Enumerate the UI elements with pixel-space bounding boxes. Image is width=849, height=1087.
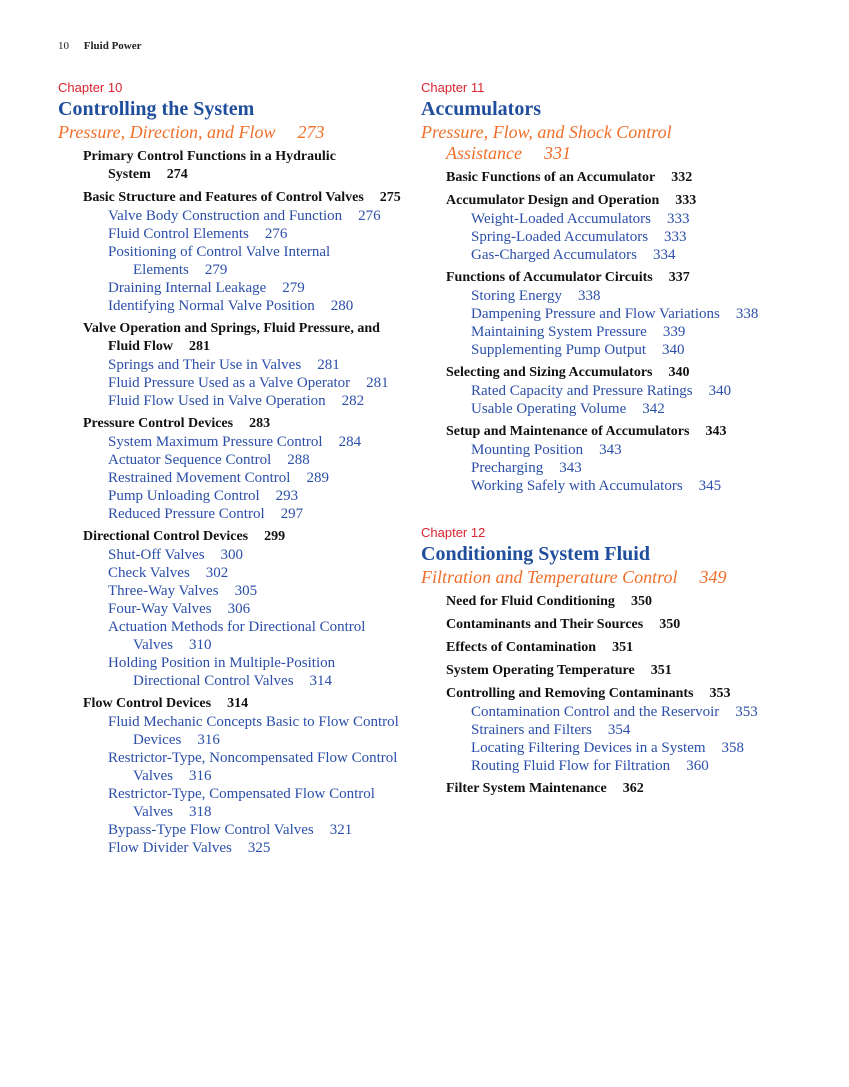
toc-section-title: Basic Structure and Features of Control Valves	[83, 190, 364, 205]
toc-subsection-page: 333	[667, 211, 690, 227]
toc-subsection-page: 318	[189, 804, 212, 820]
toc-section[interactable]	[446, 192, 761, 210]
toc-subsection[interactable]	[108, 654, 403, 690]
toc-section[interactable]	[446, 269, 761, 287]
toc-section[interactable]	[446, 616, 761, 634]
toc-subsection[interactable]	[108, 297, 403, 315]
toc-subsection[interactable]	[471, 757, 761, 775]
toc-subsection[interactable]	[471, 459, 761, 477]
toc-section-page: 299	[264, 529, 286, 544]
toc-subsection-title: Four-Way Valves	[108, 601, 212, 617]
toc-subsection-page: 338	[735, 306, 759, 322]
toc-subsection-title: Gas-Charged Accumulators	[471, 247, 637, 263]
toc-section-page: 333	[675, 193, 697, 208]
toc-subsection[interactable]	[108, 225, 403, 243]
toc-subsection-page: 339	[662, 324, 686, 340]
toc-subsection-title: Flow Divider Valves	[108, 840, 232, 856]
toc-section-page: 362	[622, 781, 644, 796]
toc-subsection[interactable]	[471, 703, 761, 721]
toc-section[interactable]	[446, 639, 761, 657]
toc-subsection-title: Springs and Their Use in Valves	[108, 357, 302, 373]
toc-subsection-page: 302	[205, 565, 229, 581]
toc-subsection-title: Shut-Off Valves	[108, 547, 205, 563]
toc-subsection-page: 343	[559, 460, 582, 476]
toc-subsection[interactable]	[108, 392, 403, 410]
toc-subsection[interactable]	[108, 469, 403, 487]
toc-subsection-page: 314	[309, 673, 333, 689]
toc-subsection-title: Holding Position in Multiple-Position Directional Control Valves	[108, 655, 336, 689]
toc-subsection-title: Fluid Mechanic Concepts Basic to Flow Control Devices	[108, 714, 399, 748]
toc-subsection-title: Valve Body Construction and Function	[108, 208, 343, 224]
toc-subsection-title: Working Safely with Accumulators	[471, 478, 683, 494]
chapter-title: Conditioning System Fluid	[421, 543, 650, 565]
toc-subsection-page: 281	[317, 357, 340, 373]
toc-subsection-page: 288	[287, 452, 310, 468]
toc-subsection[interactable]	[108, 600, 403, 618]
toc-subsection-title: Weight-Loaded Accumulators	[471, 211, 651, 227]
toc-subsection-page: 340	[662, 342, 685, 358]
toc-section-page: 281	[188, 339, 210, 354]
chapter-subtitle	[421, 567, 761, 588]
toc-subsection[interactable]	[471, 305, 761, 323]
toc-subsection-page: 310	[189, 637, 212, 653]
toc-section-page: 275	[379, 190, 401, 205]
toc-section-title: Contaminants and Their Sources	[446, 617, 644, 632]
toc-subsection[interactable]	[108, 356, 403, 374]
toc-subsection-page: 276	[264, 226, 288, 242]
chapter-subtitle-page: 273	[297, 122, 325, 142]
toc-subsection[interactable]	[108, 713, 403, 749]
toc-subsection-title: Actuator Sequence Control	[108, 452, 272, 468]
chapter-subtitle-page: 349	[699, 567, 727, 587]
toc-subsection-page: 300	[220, 547, 244, 563]
toc-subsection-title: Fluid Flow Used in Valve Operation	[108, 393, 326, 409]
toc-section-title: Controlling and Removing Contaminants	[446, 686, 694, 701]
toc-section-page: 350	[630, 594, 652, 609]
toc-subsection[interactable]	[108, 839, 403, 857]
toc-subsection[interactable]	[108, 374, 403, 392]
toc-section[interactable]	[446, 780, 761, 798]
toc-subsection-page: 316	[189, 768, 212, 784]
toc-subsection-page: 305	[234, 583, 258, 599]
toc-section-title: Pressure Control Devices	[83, 416, 234, 431]
toc-subsection-page: 342	[642, 401, 665, 417]
toc-subsection-title: Bypass-Type Flow Control Valves	[108, 822, 314, 838]
toc-subsection-page: 279	[204, 262, 228, 278]
toc-section[interactable]	[446, 662, 761, 680]
toc-section-page: 351	[612, 640, 634, 655]
toc-section-page: 337	[668, 270, 690, 285]
toc-subsection-title: Check Valves	[108, 565, 190, 581]
toc-subsection[interactable]	[108, 243, 403, 279]
toc-subsection-page: 280	[330, 298, 354, 314]
toc-subsection-title: Usable Operating Volume	[471, 401, 627, 417]
chapter-title: Accumulators	[421, 98, 541, 120]
toc-subsection-title: System Maximum Pressure Control	[108, 434, 323, 450]
toc-subsection[interactable]	[471, 210, 761, 228]
toc-subsection-title: Spring-Loaded Accumulators	[471, 229, 649, 245]
toc-subsection-page: 279	[282, 280, 305, 296]
toc-section-title: Flow Control Devices	[83, 696, 212, 711]
toc-section-page: 274	[166, 167, 188, 182]
toc-subsection-page: 289	[306, 470, 329, 486]
toc-section-page: 353	[709, 686, 731, 701]
toc-subsection-title: Contamination Control and the Reservoir	[471, 704, 720, 720]
toc-subsection-title: Rated Capacity and Pressure Ratings	[471, 383, 693, 399]
toc-subsection-page: 297	[280, 506, 304, 522]
toc-section-page: 343	[705, 424, 727, 439]
toc-subsection[interactable]	[108, 749, 403, 785]
book-title: Fluid Power	[83, 40, 142, 52]
toc-subsection-title: Identifying Normal Valve Position	[108, 298, 315, 314]
toc-subsection[interactable]	[471, 341, 761, 359]
toc-subsection-page: 284	[338, 434, 362, 450]
toc-subsection[interactable]	[471, 246, 761, 264]
toc-subsection-title: Supplementing Pump Output	[471, 342, 647, 358]
toc-subsection[interactable]	[471, 228, 761, 246]
chapter-label: Chapter 10	[58, 80, 123, 95]
toc-subsection-title: Strainers and Filters	[471, 722, 592, 738]
toc-subsection-title: Storing Energy	[471, 288, 562, 304]
toc-subsection-page: 353	[735, 704, 758, 720]
toc-section[interactable]	[83, 528, 403, 546]
toc-subsection[interactable]	[471, 441, 761, 459]
toc-subsection-title: Three-Way Valves	[108, 583, 219, 599]
toc-subsection-title: Fluid Pressure Used as a Valve Operator	[108, 375, 351, 391]
toc-subsection[interactable]	[108, 821, 403, 839]
toc-subsection[interactable]	[471, 739, 761, 757]
toc-section[interactable]	[83, 189, 403, 207]
toc-section-page: 332	[671, 170, 693, 185]
toc-subsection-page: 306	[227, 601, 251, 617]
toc-subsection-page: 282	[341, 393, 365, 409]
toc-section[interactable]	[83, 320, 403, 356]
chapter-label: Chapter 11	[421, 80, 485, 95]
toc-subsection[interactable]	[471, 287, 761, 305]
toc-subsection-title: Actuation Methods for Directional Control Valves	[108, 619, 366, 653]
toc-section[interactable]	[446, 169, 761, 187]
toc-column-right	[421, 80, 761, 798]
chapter-subtitle-page: 331	[544, 143, 571, 163]
toc-section-title: Need for Fluid Conditioning	[446, 594, 615, 609]
toc-subsection-page: 345	[698, 478, 722, 494]
toc-subsection-title: Restrictor-Type, Noncompensated Flow Control Valves	[108, 750, 398, 784]
toc-subsection[interactable]	[108, 451, 403, 469]
toc-subsection[interactable]	[471, 477, 761, 495]
toc-section-title: Basic Functions of an Accumulator	[446, 170, 656, 185]
toc-subsection-page: 340	[708, 383, 732, 399]
toc-section-title: Primary Control Functions in a Hydraulic System	[83, 149, 336, 182]
toc-subsection[interactable]	[108, 207, 403, 225]
toc-section-title: Selecting and Sizing Accumulators	[446, 365, 653, 380]
toc-section[interactable]	[446, 685, 761, 703]
toc-section-title: Effects of Contamination	[446, 640, 597, 655]
toc-subsection[interactable]	[471, 400, 761, 418]
toc-subsection-page: 360	[686, 758, 709, 774]
chapter-subtitle-text: Pressure, Direction, and Flow	[58, 122, 276, 142]
chapter-subtitle	[58, 122, 403, 143]
toc-subsection[interactable]	[108, 433, 403, 451]
toc-section-page: 350	[659, 617, 681, 632]
toc-subsection-page: 316	[197, 732, 220, 748]
toc-section[interactable]	[83, 695, 403, 713]
toc-subsection-title: Locating Filtering Devices in a System	[471, 740, 706, 756]
chapter-gap	[421, 495, 761, 525]
toc-subsection-page: 281	[366, 375, 389, 391]
toc-subsection-title: Routing Fluid Flow for Filtration	[471, 758, 671, 774]
toc-section-page: 314	[227, 696, 249, 711]
toc-section-title: Directional Control Devices	[83, 529, 249, 544]
chapter-subtitle-text: Pressure, Flow, and Shock Control Assistance	[421, 122, 672, 163]
toc-section[interactable]	[83, 148, 403, 184]
toc-subsection-title: Restrictor-Type, Compensated Flow Control Valves	[108, 786, 375, 820]
toc-subsection-page: 354	[607, 722, 631, 738]
chapter-label: Chapter 12	[421, 525, 486, 540]
toc-section-page: 340	[668, 365, 690, 380]
toc-subsection-title: Maintaining System Pressure	[471, 324, 647, 340]
toc-section[interactable]	[446, 423, 761, 441]
toc-subsection-page: 343	[599, 442, 622, 458]
toc-subsection[interactable]	[108, 546, 403, 564]
toc-subsection-page: 333	[664, 229, 687, 245]
toc-subsection-page: 334	[652, 247, 676, 263]
toc-subsection[interactable]	[108, 505, 403, 523]
toc-section-title: System Operating Temperature	[446, 663, 635, 678]
toc-section-title: Valve Operation and Springs, Fluid Pressure, and Fluid Flow	[83, 321, 380, 354]
toc-subsection[interactable]	[471, 382, 761, 400]
toc-subsection[interactable]	[108, 487, 403, 505]
toc-subsection-title: Positioning of Control Valve Internal Elements	[108, 244, 331, 278]
toc-subsection-title: Pump Unloading Control	[108, 488, 260, 504]
toc-section-title: Setup and Maintenance of Accumulators	[446, 424, 690, 439]
toc-subsection-page: 321	[329, 822, 353, 838]
toc-subsection-title: Mounting Position	[471, 442, 584, 458]
toc-subsection-page: 358	[721, 740, 745, 756]
toc-subsection-title: Precharging	[471, 460, 544, 476]
toc-subsection-page: 276	[358, 208, 381, 224]
toc-subsection-page: 338	[577, 288, 601, 304]
toc-subsection[interactable]	[471, 721, 761, 739]
toc-subsection-title: Draining Internal Leakage	[108, 280, 267, 296]
chapter-subtitle	[421, 122, 761, 164]
toc-subsection-title: Fluid Control Elements	[108, 226, 249, 242]
toc-subsection[interactable]	[108, 785, 403, 821]
toc-section[interactable]	[446, 364, 761, 382]
toc-subsection[interactable]	[471, 323, 761, 341]
toc-subsection-title: Dampening Pressure and Flow Variations	[471, 306, 720, 322]
chapter-title: Controlling the System	[58, 98, 255, 120]
running-head	[58, 40, 142, 52]
toc-subsection-page: 325	[247, 840, 271, 856]
toc-section[interactable]	[83, 415, 403, 433]
toc-subsection[interactable]	[108, 564, 403, 582]
toc-subsection[interactable]	[108, 618, 403, 654]
toc-subsection[interactable]	[108, 279, 403, 297]
page-number: 10	[58, 40, 69, 52]
toc-section-title: Filter System Maintenance	[446, 781, 607, 796]
toc-subsection[interactable]	[108, 582, 403, 600]
toc-subsection-title: Reduced Pressure Control	[108, 506, 265, 522]
toc-section-title: Functions of Accumulator Circuits	[446, 270, 653, 285]
toc-section[interactable]	[446, 593, 761, 611]
toc-section-page: 351	[650, 663, 672, 678]
toc-column-left	[58, 80, 403, 857]
toc-section-title: Accumulator Design and Operation	[446, 193, 660, 208]
chapter-subtitle-text: Filtration and Temperature Control	[421, 567, 678, 587]
toc-section-page: 283	[249, 416, 271, 431]
toc-subsection-title: Restrained Movement Control	[108, 470, 291, 486]
toc-subsection-page: 293	[275, 488, 299, 504]
